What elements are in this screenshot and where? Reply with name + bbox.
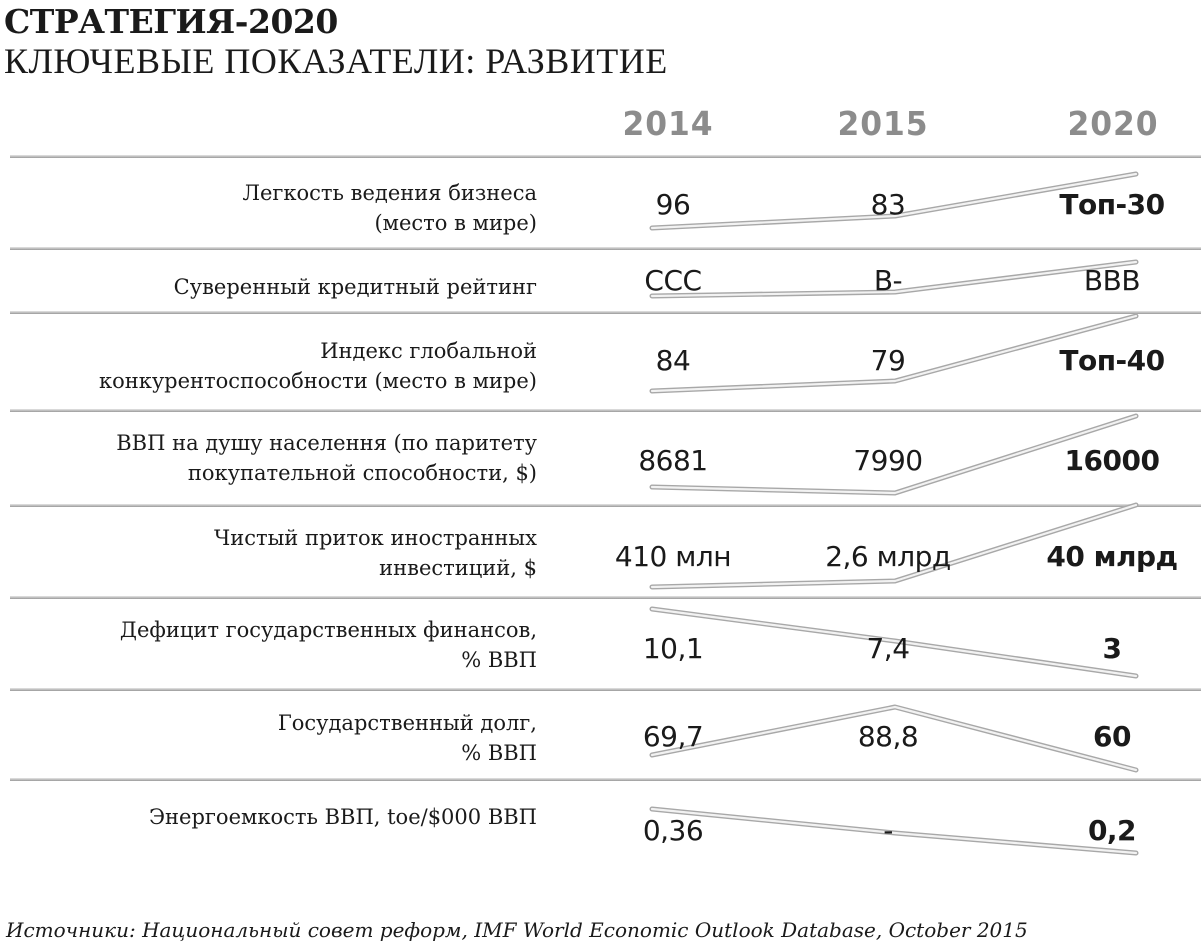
value-investment-2014: 410 млн bbox=[614, 540, 732, 573]
value-debt-2014: 69,7 bbox=[642, 720, 704, 753]
page-subtitle: КЛЮЧЕВЫЕ ПОКАЗАТЕЛИ: РАЗВИТИЕ bbox=[4, 41, 668, 81]
row-label-business: Легкость ведения бизнеса (место в мире) bbox=[242, 181, 537, 235]
value-business-2014: 96 bbox=[655, 188, 691, 221]
value-gdp-2020: 16000 bbox=[1064, 444, 1160, 477]
value-deficit-2014: 10,1 bbox=[642, 632, 704, 665]
row-label-debt: Государственный долг, % ВВП bbox=[277, 711, 537, 765]
value-gdp-2015: 7990 bbox=[853, 444, 923, 477]
value-deficit-2015: 7,4 bbox=[866, 632, 910, 665]
value-debt-2015: 88,8 bbox=[857, 720, 919, 753]
year-2020-header: 2020 bbox=[1067, 104, 1159, 143]
value-energy-2014: 0,36 bbox=[642, 814, 704, 847]
value-investment-2015: 2,6 млрд bbox=[825, 540, 951, 573]
value-business-2020: Топ-30 bbox=[1059, 188, 1165, 221]
value-energy-2020: 0,2 bbox=[1087, 814, 1137, 847]
page-title: СТРАТЕГИЯ-2020 bbox=[4, 2, 338, 41]
value-deficit-2020: 3 bbox=[1102, 632, 1122, 665]
value-rating-2015: B- bbox=[873, 264, 903, 297]
value-competitiveness-2014: 84 bbox=[655, 344, 691, 377]
value-competitiveness-2015: 79 bbox=[870, 344, 906, 377]
row-label-competitiveness: Индекс глобальной конкурентоспособности (место в мире) bbox=[98, 339, 537, 393]
source-note: Источники: Национальный совет реформ, IMF World Economic Outlook Database, October 2015 bbox=[6, 918, 1028, 942]
value-investment-2020: 40 млрд bbox=[1046, 540, 1178, 573]
value-business-2015: 83 bbox=[870, 188, 906, 221]
value-rating-2020: BBB bbox=[1083, 264, 1141, 297]
row-label-deficit: Дефицит государственных финансов, % ВВП bbox=[119, 618, 537, 672]
year-2014-header: 2014 bbox=[622, 104, 714, 143]
row-label-rating: Суверенный кредитный рейтинг bbox=[173, 275, 537, 299]
value-energy-2015: - bbox=[883, 814, 893, 847]
value-rating-2014: CCC bbox=[644, 264, 702, 297]
value-competitiveness-2020: Топ-40 bbox=[1059, 344, 1165, 377]
row-label-investment: Чистый приток иностранных инвестиций, $ bbox=[213, 526, 537, 580]
row-label-energy: Энергоемкость ВВП, toe/$000 ВВП bbox=[148, 805, 537, 829]
value-debt-2020: 60 bbox=[1093, 720, 1131, 753]
value-gdp-2014: 8681 bbox=[638, 444, 708, 477]
year-2015-header: 2015 bbox=[837, 104, 929, 143]
row-label-gdp-per-capita: ВВП на душу населення (по паритету покупательной способности, $) bbox=[116, 431, 537, 485]
